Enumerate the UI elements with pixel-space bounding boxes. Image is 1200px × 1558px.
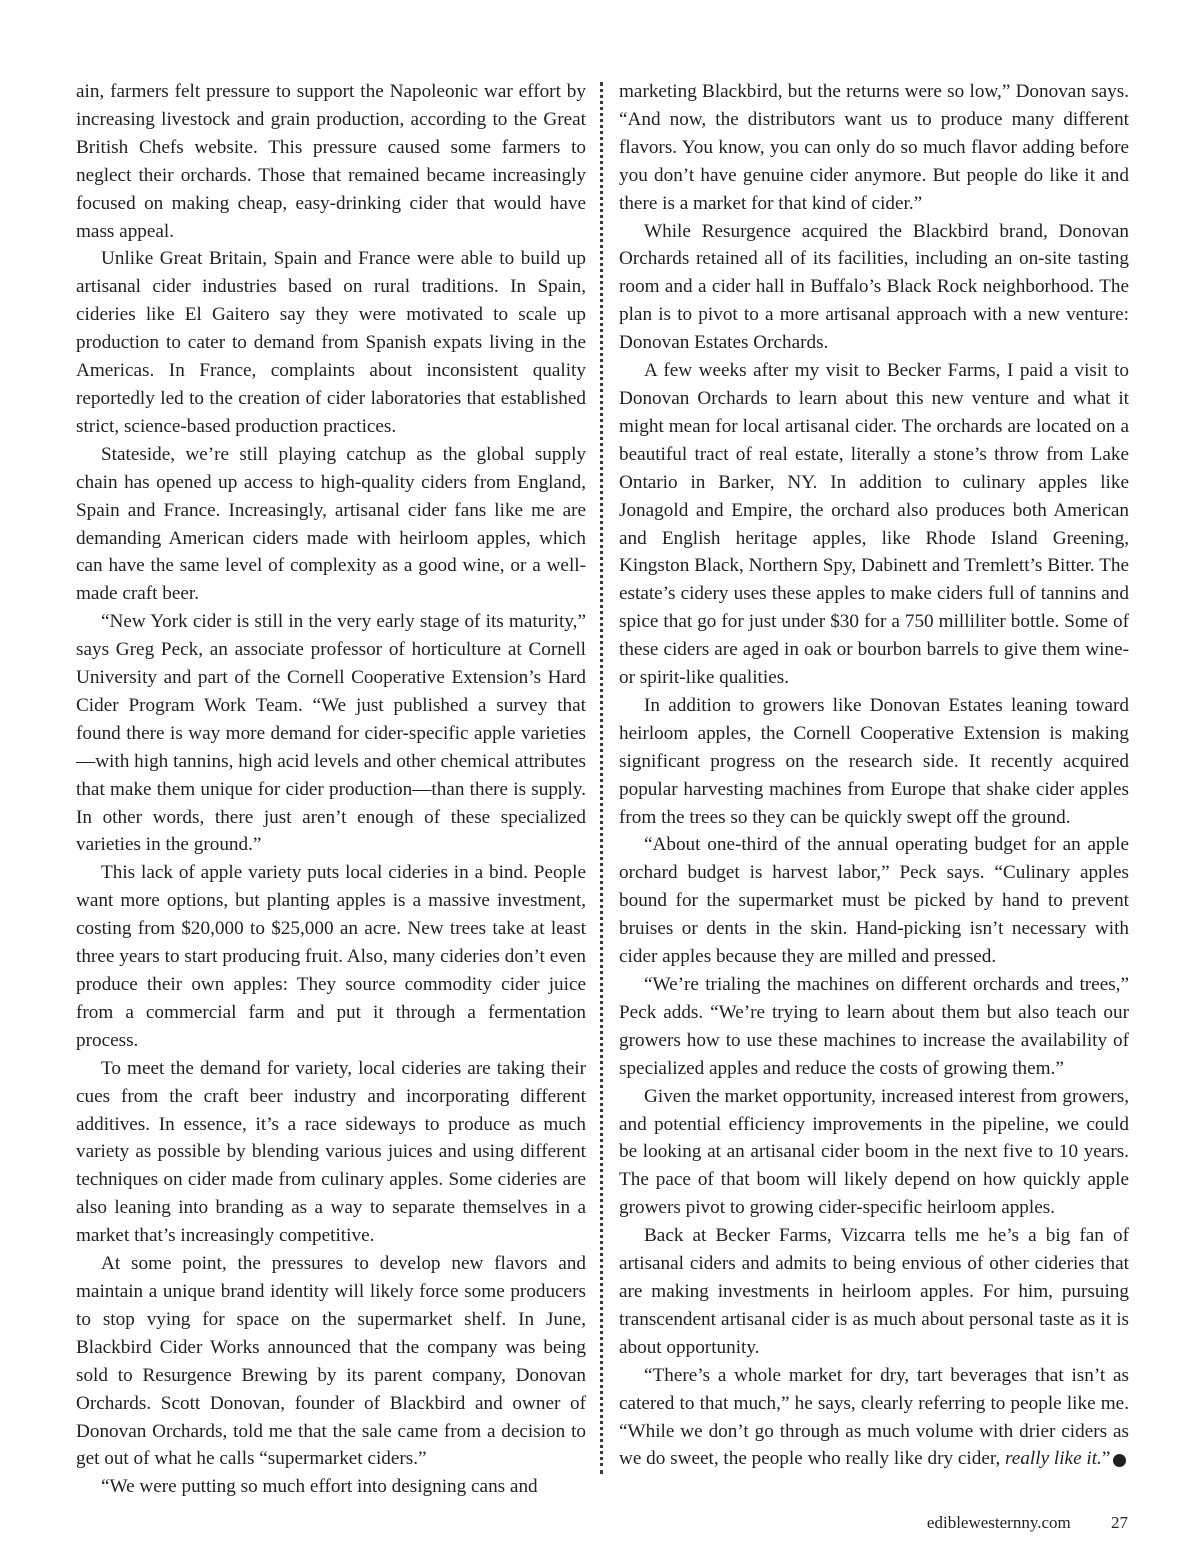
paragraph: To meet the demand for variety, local cideries are taking their cues from the craft beer industry and incorporating different additives. In essence, it’s a race sideways to produce as much variety as possible by blending various juices and using different techniques on cider made from culinary apples. Some cideries are also leaning into branding as a way to separate themselves in a market that’s increasingly competitive. [76,1057,586,1247]
paragraph: At some point, the pressures to develop new flavors and maintain a unique brand identity will likely force some producers to stop vying for space on the supermarket shelf. In June, Blackbird Cider Works announced that the company was being sold to Resurgence Brewing by its parent company, Donovan Orchards. Scott Donovan, founder of Blackbird and owner of Donovan Orchards, told me that the sale came from a decision to get out of what he calls “supermarket ciders.” [76,1253,586,1470]
paragraph: In addition to growers like Donovan Estates leaning toward heirloom apples, the Cornell Cooperative Extension is making significant progress on the research side. It recently acquired popular harvesting machines from Europe that shake cider apples from the trees so they can be quickly swept off the ground. [619,694,1129,828]
closing-quote: ” [1101,1448,1111,1470]
paragraph: ain, farmers felt pressure to support the Napoleonic war effort by increasing livestock and grain production, according to the Great British Chefs website. This pressure caused some farmers to neglect their orchards. Those that remained became increasingly focused on making cheap, easy-drinking cider that would have mass appeal. [76,81,586,242]
page-footer [927,1513,1128,1533]
column-divider [600,82,603,1474]
paragraph: “About one-third of the annual operating budget for an apple orchard budget is harvest labor,” Peck says. “Culinary apples bound for the supermarket must be picked by hand to prevent bruises or dents in the skin. Hand-picking isn’t necessary with cider apples because they are milled and pressed. [619,834,1129,968]
paragraph: Given the market opportunity, increased interest from growers, and potential efficiency improvements in the pipeline, we could be looking at an artisanal cider boom in the next five to 10 years. The pace of that boom will likely depend on how quickly apple growers pivot to growing cider-specific heirloom apples. [619,1085,1129,1219]
paragraph: Stateside, we’re still playing catchup as the global supply chain has opened up access to high-quality ciders from England, Spain and France. Increasingly, artisanal cider fans like me are demanding American ciders made with heirloom apples, which can have the same level of complexity as a good wine, or a well-made craft beer. [76,443,586,605]
paragraph: marketing Blackbird, but the returns were so low,” Donovan says. “And now, the distributors want us to produce many different flavors. You know, you can only do so much flavor adding before you don’t have genuine cider anymore. But people do like it and there is a market for that kind of cider.” [619,81,1129,214]
paragraph: “New York cider is still in the very early stage of its maturity,” says Greg Peck, an associate professor of horticulture at Cornell University and part of the Cornell Cooperative Extension’s Hard Cider Program Work Team. “We just published a survey that found there is way more demand for cider-specific apple varieties—with high tannins, high acid levels and other chemical attributes that make them unique for cider production—than there is supply. In other words, there just aren’t enough of these specialized varieties in the ground.” [76,611,586,856]
paragraph: This lack of apple variety puts local cideries in a bind. People want more options, but planting apples is a massive investment, costing from $20,000 to $25,000 an acre. New trees take at least three years to start producing fruit. Also, many cideries don’t even produce their own apples: They source commodity cider juice from a commercial farm and put it through a fermentation process. [76,862,586,1051]
paragraph: Back at Becker Farms, Vizcarra tells me he’s a big fan of artisanal ciders and admits to being envious of other cideries that are making investments in heirloom apples. For him, pursuing transcendent artisanal cider is as much about personal taste as it is about opportunity. [619,1225,1129,1358]
page-number: 27 [1111,1513,1128,1532]
right-column [619,78,1143,1473]
closing-paragraph [619,1362,1143,1474]
closing-text: “There’s a whole market for dry, tart beverages that isn’t as catered to that much,” he says, clearly referring to people like me. “While we don’t go through as much volume with drier ciders as we do sweet, the people who really like dry cider, [619,1364,1129,1470]
edible-end-mark-icon: e [1113,1454,1126,1467]
paragraph: Unlike Great Britain, Spain and France were able to build up artisanal cider industries based on rural traditions. In Spain, cideries like El Gaitero say they were motivated to scale up production to cater to demand from Spanish expats living in the Americas. In France, complaints about inconsistent quality reportedly led to the creation of cider laboratories that established strict, science-based production practices. [76,248,586,437]
left-column [76,78,586,1501]
paragraph: While Resurgence acquired the Blackbird brand, Donovan Orchards retained all of its facilities, including an on-site tasting room and a cider hall in Buffalo’s Black Rock neighborhood. The plan is to pivot to a more artisanal approach with a new venture: Donovan Estates Orchards. [619,220,1129,354]
paragraph: “We were putting so much effort into designing cans and [101,1476,538,1498]
footer-website: ediblewesternny.com [926,1513,1071,1532]
paragraph: A few weeks after my visit to Becker Farms, I paid a visit to Donovan Orchards to learn about this new venture and what it might mean for local artisanal cider. The orchards are located on a beautiful tract of real estate, literally a stone’s throw from Lake Ontario in Barker, NY. In addition to culinary apples like Jonagold and Empire, the orchard also produces both American and English heritage apples, like Rhode Island Greening, Kingston Black, Northern Spy, Dabinett and Tremlett’s Bitter. The estate’s cidery uses these apples to make ciders full of tannins and spice that go for just under $30 for a 750 milliliter bottle. Some of these ciders are aged in oak or bourbon barrels to give them wine- or spirit-like qualities. [619,360,1129,689]
closing-emphasis: really like it. [1005,1448,1102,1470]
paragraph: “We’re trialing the machines on different orchards and trees,” Peck adds. “We’re trying to learn about them but also teach our growers how to use these machines to increase the availability of specialized apples and reduce the costs of growing them.” [619,974,1129,1079]
